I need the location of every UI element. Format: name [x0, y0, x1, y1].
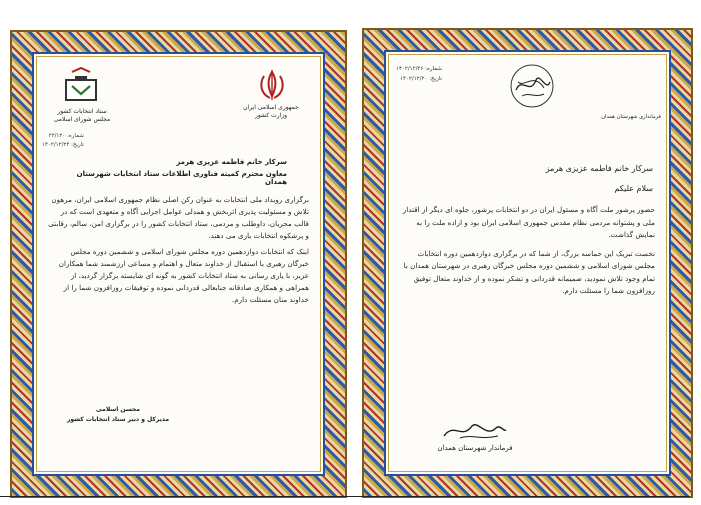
- right-letter-frame: [362, 28, 693, 498]
- signer-title: فرماندار شهرستان همدان: [437, 444, 513, 452]
- letter-number: شماره: ۱۴۰۲/۱۲/۲۶: [396, 66, 442, 72]
- iran-emblem-icon: [257, 68, 287, 102]
- left-letter-page: [32, 52, 325, 476]
- body-paragraph: نخست تبریک این حماسه بزرگ، از شما که در برگزاری دوازدهمین دوره انتخابات مجلس شورای اسلامی و ششمین دوره مجلس خبرگان رهبری در شهرستان همدان با تمام وجود تلاش نمودید، صمیمانه قدردانی و تشکر نموده و از خداوند متعال توفیق روزافزون شما را مسئلت دارم.: [403, 248, 655, 295]
- election-hq-logo-icon: [62, 66, 100, 104]
- letter-date: تاریخ: ۱۴۰۲/۱۲/۲۰: [400, 76, 442, 82]
- right-letter-page: [384, 50, 671, 476]
- emblem-caption-line-1: جمهوری اسلامی ایران: [243, 104, 299, 111]
- letter-number-date: [396, 64, 442, 84]
- logo-caption-line-1: ستاد انتخابات کشور: [57, 108, 107, 115]
- letter-number-date: [42, 132, 84, 150]
- letter-date: تاریخ: ۱۴۰۲/۱۲/۲۴: [42, 142, 84, 148]
- emblem-caption-line-2: وزارت کشور: [254, 112, 288, 119]
- recipient-title: معاون محترم کمیته فناوری اطلاعات ستاد انتخابات شهرستان همدان: [76, 170, 287, 186]
- letter-banner: فرمانداری شهرستان همدان: [601, 114, 661, 120]
- recipient-name: سرکار خانم فاطمه عزیزی هرمز: [545, 164, 653, 173]
- handwritten-signature-icon: [440, 418, 510, 442]
- baseline-divider: [0, 496, 690, 497]
- calligraphy-seal-icon: [504, 62, 560, 110]
- signature-block: [400, 418, 550, 452]
- body-paragraph: اینک که انتخابات دوازدهمین دوره مجلس شورای اسلامی و ششمین دوره مجلس خبرگان رهبری با استقبال از خداوند متعال و اهتمام و مساعی ارزشمند شما همکاران عزیز، با یاری رسانی به ستاد انتخابات کشور به گونه ای شایسته برگزار گردید، از همراهی و همکاری صادقانه جنابعالی قدردانی نموده و توفیقات روزافزون شما را از خداوند منان مسئلت دارم.: [58, 247, 309, 304]
- letter-body: [48, 194, 309, 310]
- signer-name: محسن اسلامی: [96, 406, 140, 413]
- signer-title: مدیرکل و دبیر ستاد انتخابات کشور: [66, 416, 170, 423]
- letter-number: شماره: ۲۲/۱۲۰: [48, 133, 84, 139]
- left-letter-frame: [10, 30, 347, 498]
- body-paragraph: برگزاری رویداد ملی انتخابات به عنوان رکن اصلی نظام جمهوری اسلامی ایران، مرهون تلاش و مسئولیت پذیری اثربخش و همدلی عوامل اجرایی آگاه و متعهدی است که در قالب مجریان، داوطلب و مردمی، ستاد انتخابات کشور را در برگزاری امن، سالم، رقابتی و پرشکوه انتخابات یاری می دهند.: [48, 195, 309, 240]
- body-paragraph: حضور پرشور ملت آگاه و مسئول ایران در دو انتخابات پرشور، جلوه ای دیگر از اقتدار ملی و پشتوانه مردمی نظام مقدس جمهوری اسلامی ایران بود و اراده ملت را به نمایش گذاشت.: [402, 205, 655, 239]
- logo-caption-line-2: مجلس شورای اسلامی: [53, 116, 111, 123]
- signature-block: [48, 406, 188, 426]
- letter-body: [400, 204, 655, 304]
- recipient-name: سرکار خانم فاطمه عزیزی هرمز: [176, 158, 287, 166]
- greeting: سلام علیکم: [614, 184, 653, 193]
